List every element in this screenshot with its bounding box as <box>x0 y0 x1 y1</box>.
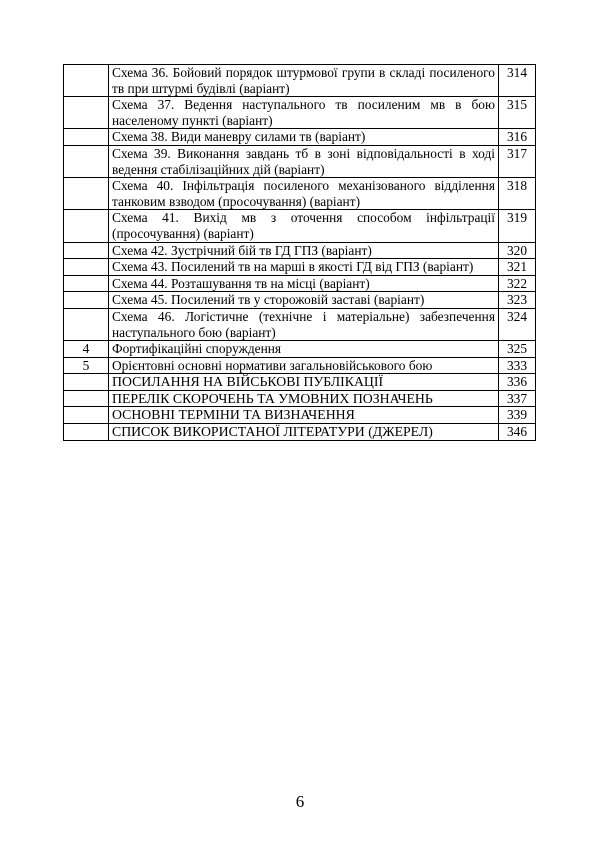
toc-row-page: 337 <box>499 390 536 407</box>
toc-row <box>64 341 536 358</box>
toc-row-page: 333 <box>499 357 536 374</box>
toc-row-title: Схема 45. Посилений тв у сторожовій заставі (варіант) <box>109 292 499 309</box>
toc-row-page: 319 <box>499 210 536 242</box>
toc-row-title: Схема 46. Логістичне (технічне і матеріальне) забезпечення наступального бою (варіант) <box>109 308 499 340</box>
toc-row-page: 336 <box>499 374 536 391</box>
toc-row-page: 315 <box>499 97 536 129</box>
toc-row-page: 346 <box>499 424 536 441</box>
toc-row-number <box>64 242 109 259</box>
toc-row-number: 4 <box>64 341 109 358</box>
toc-row-title: ОСНОВНІ ТЕРМІНИ ТА ВИЗНАЧЕННЯ <box>109 407 499 424</box>
toc-row-title: Схема 42. Зустрічний бій тв ГД ГПЗ (варіант) <box>109 242 499 259</box>
toc-row-number: 5 <box>64 357 109 374</box>
toc-row-page: 323 <box>499 292 536 309</box>
toc-row-page: 318 <box>499 178 536 210</box>
toc-row-number <box>64 424 109 441</box>
toc-row <box>64 145 536 177</box>
toc-row-title: ПЕРЕЛІК СКОРОЧЕНЬ ТА УМОВНИХ ПОЗНАЧЕНЬ <box>109 390 499 407</box>
toc-row <box>64 275 536 292</box>
toc-row <box>64 65 536 97</box>
toc-row-title: Фортифікаційні споруждення <box>109 341 499 358</box>
table-of-contents <box>63 64 536 441</box>
toc-row <box>64 374 536 391</box>
toc-row-number <box>64 374 109 391</box>
toc-row-title: Схема 39. Виконання завдань тб в зоні відповідальності в ході ведення стабілізаційних дій (варіант) <box>109 145 499 177</box>
toc-row-number <box>64 390 109 407</box>
toc-row-number <box>64 178 109 210</box>
toc-row <box>64 390 536 407</box>
toc-row-number <box>64 65 109 97</box>
toc-row-page: 322 <box>499 275 536 292</box>
toc-row-number <box>64 292 109 309</box>
toc-row-title: Схема 43. Посилений тв на марші в якості ГД від ГПЗ (варіант) <box>109 259 499 276</box>
toc-row <box>64 97 536 129</box>
toc-row <box>64 210 536 242</box>
page-number: 6 <box>295 792 305 811</box>
toc-row <box>64 292 536 309</box>
toc-row-page: 320 <box>499 242 536 259</box>
toc-row-title: Схема 36. Бойовий порядок штурмової групи в складі посиленого тв при штурмі будівлі (варіант) <box>109 65 499 97</box>
toc-row-page: 339 <box>499 407 536 424</box>
toc-row <box>64 242 536 259</box>
toc-row-page: 314 <box>499 65 536 97</box>
toc-row-title: Схема 37. Ведення наступального тв посиленим мв в бою населеному пункті (варіант) <box>109 97 499 129</box>
toc-row-page: 316 <box>499 129 536 146</box>
toc-row-title: Схема 44. Розташування тв на місці (варіант) <box>109 275 499 292</box>
toc-row <box>64 424 536 441</box>
toc-row-number <box>64 129 109 146</box>
toc-row-title: Схема 40. Інфільтрація посиленого механізованого відділення танковим взводом (просочування) (варіант) <box>109 178 499 210</box>
toc-row-page: 324 <box>499 308 536 340</box>
toc-row-title: Схема 38. Види маневру силами тв (варіант) <box>109 129 499 146</box>
toc-row-page: 317 <box>499 145 536 177</box>
toc-row-page: 321 <box>499 259 536 276</box>
toc-row <box>64 129 536 146</box>
toc-row-title: ПОСИЛАННЯ НА ВІЙСЬКОВІ ПУБЛІКАЦІЇ <box>109 374 499 391</box>
toc-row-number <box>64 407 109 424</box>
toc-row <box>64 407 536 424</box>
toc-row-page: 325 <box>499 341 536 358</box>
toc-row-number <box>64 97 109 129</box>
toc-row <box>64 308 536 340</box>
toc-row-title: Орієнтовні основні нормативи загальновійськового бою <box>109 357 499 374</box>
toc-row-title: СПИСОК ВИКОРИСТАНОЇ ЛІТЕРАТУРИ (ДЖЕРЕЛ) <box>109 424 499 441</box>
toc-body <box>64 65 536 441</box>
toc-row <box>64 178 536 210</box>
toc-row-number <box>64 275 109 292</box>
toc-row-number <box>64 145 109 177</box>
toc-row-number <box>64 259 109 276</box>
toc-row-title: Схема 41. Вихід мв з оточення способом інфільтрації (просочування) (варіант) <box>109 210 499 242</box>
toc-row <box>64 259 536 276</box>
toc-row-number <box>64 308 109 340</box>
toc-row-number <box>64 210 109 242</box>
toc-row <box>64 357 536 374</box>
